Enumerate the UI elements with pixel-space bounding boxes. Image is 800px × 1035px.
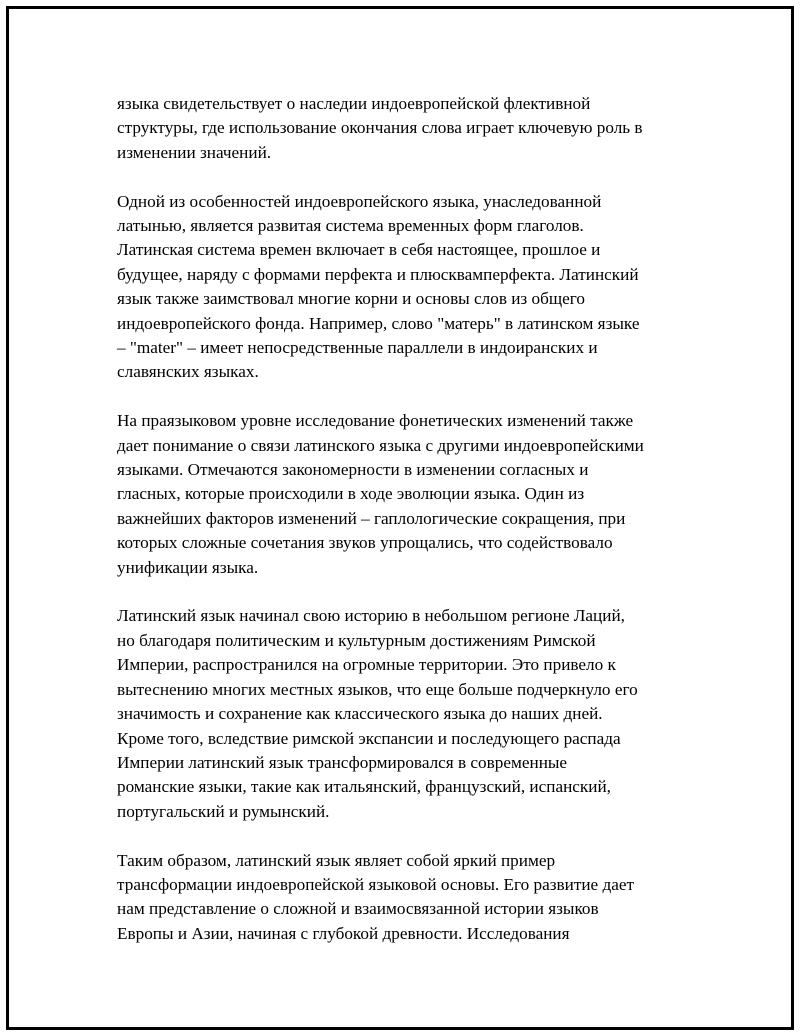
text-line: значимость и сохранение как классического языка до наших дней.: [117, 704, 603, 724]
text-line: гласных, которые происходили в ходе эволюции языка. Один из: [117, 484, 585, 504]
paragraph-1: [117, 92, 717, 165]
text-line: дает понимание о связи латинского языка с другими индоевропейскими: [117, 435, 644, 455]
text-line: язык также заимствовал многие корни и основы слов из общего: [117, 289, 585, 309]
text-line: Империи, распространился на огромные территории. Это привело к: [117, 655, 616, 675]
text-line: – "mater" – имеет непосредственные параллели в индоиранских и: [117, 338, 598, 358]
text-line: структуры, где использование окончания слова играет ключевую роль в: [117, 118, 643, 138]
text-line: но благодаря политическим и культурным достижениям Римской: [117, 630, 596, 650]
text-line: Одной из особенностей индоевропейского языка, унаследованной: [117, 191, 602, 211]
paragraph-5: [117, 849, 717, 947]
text-line: Европы и Азии, начиная с глубокой древности. Исследования: [117, 923, 570, 943]
text-line: будущее, наряду с формами перфекта и плюсквамперфекта. Латинский: [117, 264, 639, 284]
text-line: Латинский язык начинал свою историю в небольшом регионе Лаций,: [117, 606, 625, 626]
text-line: изменении значений.: [117, 142, 272, 162]
text-line: Кроме того, вследствие римской экспансии и последующего распада: [117, 728, 621, 748]
text-line: индоевропейского фонда. Например, слово "матерь" в латинском языке: [117, 313, 640, 333]
text-line: трансформации индоевропейской языковой основы. Его развитие дает: [117, 874, 635, 894]
text-line: латынью, является развитая система временных форм глаголов.: [117, 216, 584, 236]
text-line: Латинская система времен включает в себя настоящее, прошлое и: [117, 240, 601, 260]
text-line: романские языки, такие как итальянский, французский, испанский,: [117, 777, 611, 797]
text-line: португальский и румынский.: [117, 801, 330, 821]
text-line: которых сложные сочетания звуков упрощались, что содействовало: [117, 533, 613, 553]
text-line: славянских языках.: [117, 362, 259, 382]
text-line: унификации языка.: [117, 557, 259, 577]
paragraph-2: [117, 190, 717, 385]
text-line: языками. Отмечаются закономерности в изменении согласных и: [117, 460, 589, 480]
document-body: [117, 92, 717, 971]
text-line: языка свидетельствует о наследии индоевропейской флективной: [117, 94, 591, 113]
text-line: На праязыковом уровне исследование фонетических изменений также: [117, 411, 634, 431]
text-line: Империи латинский язык трансформировался в современные: [117, 752, 568, 772]
paragraph-3: [117, 409, 717, 580]
paragraph-4: [117, 604, 717, 824]
text-line: важнейших факторов изменений – гаплологические сокращения, при: [117, 508, 626, 528]
text-line: Таким образом, латинский язык являет собой яркий пример: [117, 850, 556, 870]
text-line: нам представление о сложной и взаимосвязанной истории языков: [117, 899, 599, 919]
text-line: вытеснению многих местных языков, что еще больше подчеркнуло его: [117, 679, 638, 699]
